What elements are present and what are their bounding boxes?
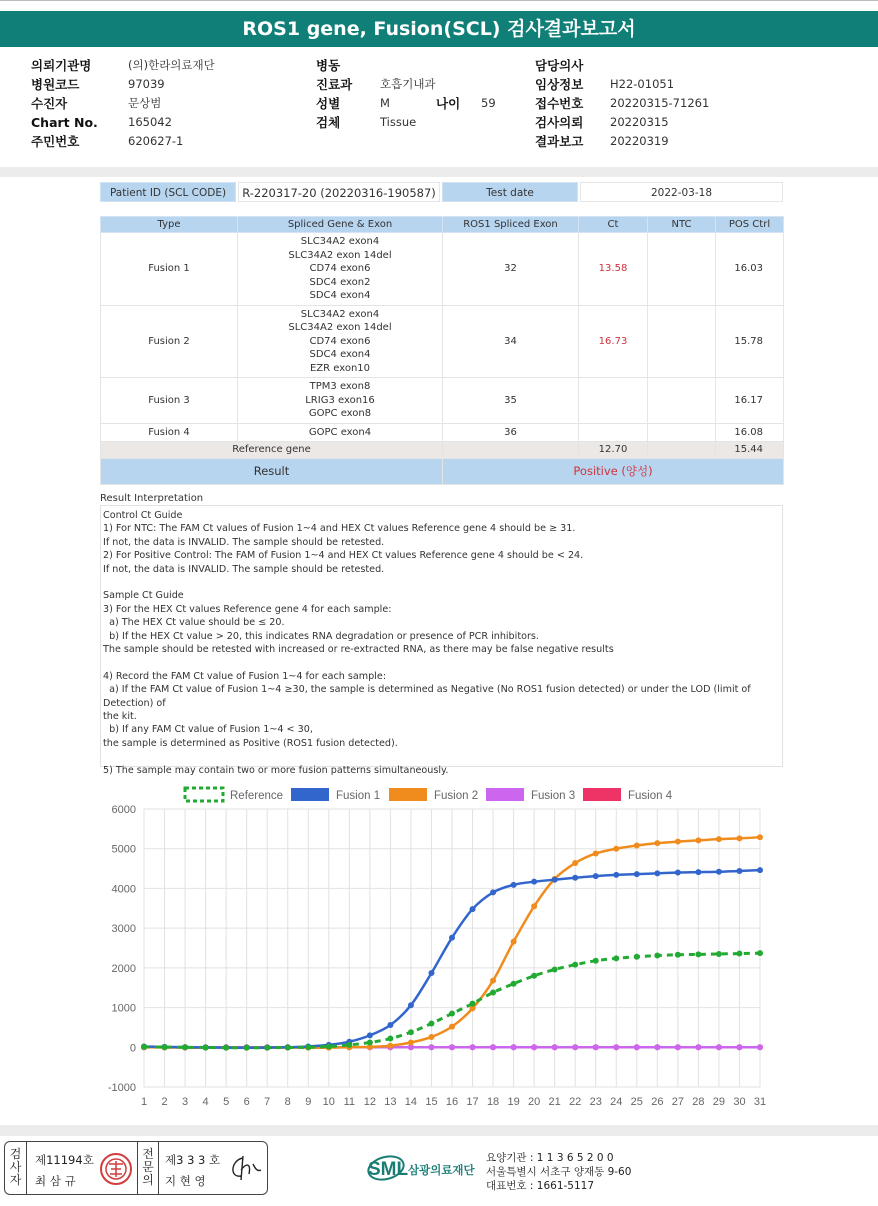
data-point [511, 939, 517, 945]
header-label: 임상정보 [535, 77, 584, 92]
ros1-exon: 35 [443, 378, 579, 424]
org-code-line: 요양기관 : 1 1 3 6 5 2 0 0 [486, 1152, 614, 1164]
patient-id-label: Patient ID (SCL CODE) [100, 182, 236, 202]
data-point [736, 835, 742, 841]
x-tick-label: 19 [507, 1096, 520, 1108]
ros1-exon: 32 [443, 233, 579, 306]
data-point [613, 955, 619, 961]
gene-exon: SLC34A2 exon 14del [288, 249, 392, 261]
interpretation-line: If not, the data is INVALID. The sample should be retested. [103, 563, 385, 575]
header-value: 20220315-71261 [610, 96, 710, 110]
x-tick-label: 2 [161, 1096, 168, 1108]
data-point [428, 970, 434, 976]
data-point [470, 906, 476, 912]
data-point [654, 953, 660, 959]
data-point [408, 1040, 414, 1046]
header-value: (의)한라의료재단 [128, 58, 215, 72]
header-label: 의뢰기관명 [31, 58, 92, 73]
header-value: H22-01051 [610, 77, 675, 91]
data-point [634, 954, 640, 960]
interpretation-box [100, 505, 783, 776]
header-label: 검사의뢰 [535, 115, 584, 130]
header-label: Chart No. [31, 115, 98, 130]
data-point [695, 837, 701, 843]
ct-value [579, 423, 648, 442]
data-point [531, 903, 537, 909]
header-label: 주민번호 [31, 134, 80, 149]
x-tick-label: 5 [223, 1096, 230, 1108]
data-point [675, 1044, 681, 1050]
legend-swatch [389, 788, 427, 801]
data-point [593, 958, 599, 964]
data-point [490, 989, 496, 995]
interpretation-line: b) If the HEX Ct value > 20, this indicates RNA degradation or presence of PCR inhibitors. [103, 630, 539, 642]
data-point [141, 1044, 147, 1050]
header-value: 620627-1 [128, 134, 184, 148]
test-date-label: Test date [442, 182, 578, 202]
legend-swatch [583, 788, 621, 801]
data-point [428, 1020, 434, 1026]
x-tick-label: 6 [243, 1096, 250, 1108]
data-point [490, 889, 496, 895]
ntc-value [648, 378, 716, 424]
x-tick-label: 15 [425, 1096, 438, 1108]
tester-vertical-label [5, 1142, 27, 1194]
data-point [593, 850, 599, 856]
test-date-value: 2022-03-18 [580, 182, 783, 202]
data-point [244, 1045, 250, 1051]
gene-exon: LRIG3 exon16 [305, 394, 375, 406]
x-tick-label: 1 [140, 1096, 148, 1108]
data-point [203, 1044, 209, 1050]
column-header: POS Ctrl [716, 217, 784, 233]
legend-label: Reference [230, 790, 284, 802]
ct-value: 16.73 [579, 305, 648, 378]
data-point [675, 870, 681, 876]
data-point [572, 962, 578, 968]
ros1-exon: 34 [443, 305, 579, 378]
data-point [757, 1044, 763, 1050]
x-tick-label: 14 [404, 1096, 418, 1108]
data-point [223, 1045, 229, 1051]
data-point [470, 1001, 476, 1007]
legend-swatch [185, 788, 223, 801]
interpretation-line: b) If any FAM Ct value of Fusion 1~4 < 30, [103, 724, 313, 736]
x-tick-label: 11 [343, 1096, 356, 1108]
spliced-genes [238, 423, 443, 442]
data-point [654, 1044, 660, 1050]
data-point [695, 869, 701, 875]
specialist-vlabel-char: 문 [142, 1160, 154, 1174]
data-point [613, 1044, 619, 1050]
data-point [716, 1044, 722, 1050]
signature-box [4, 1141, 268, 1195]
y-tick-label: 3000 [111, 923, 136, 936]
data-point [531, 1044, 537, 1050]
data-point [511, 882, 517, 888]
x-tick-label: 25 [630, 1096, 643, 1108]
data-point [675, 952, 681, 958]
org-phone-line: 대표번호 : 1661-5117 [486, 1180, 595, 1192]
y-tick-label: 6000 [111, 804, 136, 816]
legend-label: Fusion 4 [628, 790, 673, 802]
x-tick-label: 31 [753, 1096, 767, 1108]
data-point [470, 1044, 476, 1050]
column-header: Type [101, 217, 238, 233]
gene-exon: GOPC exon4 [308, 426, 372, 438]
specialist-vlabel-char: 전 [142, 1147, 154, 1161]
x-tick-label: 8 [284, 1096, 291, 1108]
data-point [511, 1044, 517, 1050]
data-point [654, 840, 660, 846]
x-tick-label: 28 [692, 1096, 705, 1108]
data-point [572, 1044, 578, 1050]
data-point [428, 1044, 434, 1050]
gene-exon: CD74 exon6 [309, 263, 371, 274]
header-label: 수진자 [31, 96, 68, 111]
data-point [387, 1043, 393, 1049]
ros1-exon: 36 [443, 423, 579, 442]
data-point [449, 1011, 455, 1017]
data-point [757, 834, 763, 840]
data-point [367, 1032, 373, 1038]
interpretation-line: 1) For NTC: The FAM Ct values of Fusion 1~4 and HEX Ct values Reference gene 4 should be ≥ 31. [103, 523, 576, 535]
data-point [408, 1002, 414, 1008]
data-point [634, 871, 640, 877]
data-point [634, 1044, 640, 1050]
data-point [511, 981, 517, 987]
fusion-type: Fusion 4 [101, 423, 238, 442]
x-tick-label: 3 [182, 1096, 189, 1108]
interpretation-line: Sample Ct Guide [103, 590, 184, 602]
sex-label: 성별 [316, 96, 341, 111]
data-point [285, 1044, 291, 1050]
data-point [613, 846, 619, 852]
amplification-chart [100, 783, 770, 1113]
tester-vlabel-char: 사 [9, 1160, 22, 1174]
ntc-value [648, 423, 716, 442]
age-value: 59 [481, 96, 496, 110]
result-row [101, 459, 784, 485]
interpretation-line: the sample is determined as Positive (ROS1 fusion detected). [103, 737, 398, 749]
x-tick-label: 12 [363, 1096, 376, 1108]
interpretation-line: a) The HEX Ct value should be ≤ 20. [103, 617, 285, 629]
data-point [695, 951, 701, 957]
data-point [182, 1044, 188, 1050]
tester-vlabel-char: 자 [9, 1173, 22, 1187]
gene-exon: SLC34A2 exon 14del [288, 322, 392, 333]
sml-logo-icon [366, 1150, 486, 1190]
legend-swatch [486, 788, 524, 801]
header-value: 20220319 [610, 134, 669, 148]
header-value: 20220315 [610, 115, 669, 129]
interpretation-line: the kit. [103, 711, 137, 723]
specialist-vlabel-char: 의 [142, 1173, 154, 1187]
ct-value: 13.58 [579, 233, 648, 306]
tester-seal-icon [99, 1152, 133, 1186]
data-point [736, 1044, 742, 1050]
interpretation-line [103, 750, 780, 763]
data-point [387, 1022, 393, 1028]
legend-swatch [291, 788, 329, 801]
data-point [346, 1042, 352, 1048]
spliced-genes [238, 305, 443, 378]
specimen-value: Tissue [380, 115, 417, 129]
fusion-type: Fusion 2 [101, 305, 238, 378]
interpretation-line: 3) For the HEX Ct values Reference gene 4 for each sample: [103, 603, 392, 615]
ntc-value [648, 233, 716, 306]
data-point [593, 1044, 599, 1050]
data-point [264, 1045, 270, 1051]
specialist-name: 지 현 영 [165, 1174, 206, 1188]
interpretation-line: Control Ct Guide [103, 510, 183, 521]
data-point [593, 873, 599, 879]
column-header: NTC [648, 217, 716, 233]
x-tick-label: 18 [486, 1096, 500, 1108]
x-tick-label: 10 [322, 1096, 335, 1108]
header-value: 97039 [128, 77, 165, 91]
x-tick-label: 17 [466, 1096, 479, 1108]
pos-ctrl-value: 16.17 [716, 378, 784, 424]
pos-ctrl-value: 16.08 [716, 423, 784, 442]
data-point [675, 839, 681, 845]
data-point [490, 1044, 496, 1050]
ward-label: 병동 [316, 58, 341, 73]
x-tick-label: 9 [305, 1096, 312, 1108]
table-row [101, 233, 784, 306]
interpretation-title: Result Interpretation [100, 493, 204, 504]
x-tick-label: 24 [610, 1096, 623, 1108]
org-address-line: 서울특별시 서초구 양재동 9-60 [486, 1166, 632, 1178]
data-point [716, 836, 722, 842]
specimen-label: 검체 [316, 115, 341, 130]
data-point [716, 869, 722, 875]
gene-exon: SDC4 exon4 [309, 290, 371, 301]
x-tick-label: 29 [712, 1096, 726, 1108]
data-point [572, 860, 578, 866]
x-tick-label: 27 [671, 1096, 684, 1108]
interpretation-line [103, 656, 780, 669]
x-tick-label: 22 [569, 1096, 582, 1108]
reference-ct: 12.70 [579, 442, 648, 459]
x-tick-label: 20 [528, 1096, 541, 1108]
column-header: ROS1 Spliced Exon [443, 217, 579, 233]
table-header-row [101, 217, 784, 233]
footer-band [0, 1125, 878, 1136]
data-point [449, 935, 455, 941]
header-value: 문상범 [128, 96, 162, 110]
org-logo [366, 1150, 486, 1194]
y-tick-label: 2000 [111, 962, 136, 975]
data-point [757, 867, 763, 873]
data-point [449, 1024, 455, 1030]
ct-value [579, 378, 648, 424]
interpretation-line: 2) For Positive Control: The FAM of Fusion 1~4 and HEX Ct values Reference gene 4 should be < 24. [103, 550, 584, 562]
gene-exon: TPM3 exon8 [309, 381, 371, 392]
data-point [531, 973, 537, 979]
spliced-genes [238, 378, 443, 424]
data-point [552, 1044, 558, 1050]
interpretation-line: 5) The sample may contain two or more fusion patterns simultaneously. [103, 764, 449, 776]
data-point [326, 1043, 332, 1049]
logo-text: SML [368, 1159, 409, 1180]
specialist-license: 제3 3 3 호 [165, 1153, 221, 1167]
table-row [101, 378, 784, 424]
data-point [736, 951, 742, 957]
data-point [552, 877, 558, 883]
data-point [531, 879, 537, 885]
tester-vlabel-char: 검 [9, 1147, 22, 1161]
data-point [428, 1034, 434, 1040]
x-tick-label: 16 [445, 1096, 459, 1108]
legend-label: Fusion 2 [434, 790, 479, 802]
interpretation-line [103, 576, 780, 589]
data-point [387, 1036, 393, 1042]
x-tick-label: 26 [651, 1096, 664, 1108]
reference-label: Reference gene [101, 442, 443, 459]
data-point [162, 1044, 168, 1050]
tester-name: 최 삼 규 [35, 1174, 76, 1188]
header-label: 병원코드 [31, 77, 80, 92]
interpretation-line: a) If the FAM Ct value of Fusion 1~4 ≥30, the sample is determined as Negative (No ROS1 fusion detected) or under the LOD (limit of Detection) of [103, 684, 754, 709]
header-label: 접수번호 [535, 96, 584, 111]
header-label: 결과보고 [535, 134, 584, 149]
dept-label: 진료과 [316, 77, 353, 92]
data-point [490, 978, 496, 984]
data-point [572, 875, 578, 881]
reference-pos: 15.44 [716, 442, 784, 459]
patient-id-row [100, 182, 783, 202]
data-point [449, 1044, 455, 1050]
gene-exon: EZR exon10 [309, 362, 371, 374]
data-point [716, 951, 722, 957]
specialist-vertical-label [137, 1142, 159, 1194]
legend-label: Fusion 3 [531, 790, 576, 802]
column-header: Ct [579, 217, 648, 233]
x-tick-label: 30 [733, 1096, 746, 1108]
reference-ntc [648, 442, 716, 459]
gene-exon: SDC4 exon2 [309, 276, 371, 288]
y-tick-label: -1000 [107, 1082, 136, 1094]
fusion-type: Fusion 3 [101, 378, 238, 424]
interpretation-line: If not, the data is INVALID. The sample should be retested. [103, 536, 385, 548]
tester-license: 제11194호 [35, 1153, 94, 1167]
data-point [654, 870, 660, 876]
gene-exon: GOPC exon8 [308, 408, 372, 419]
data-point [757, 950, 763, 956]
patient-id-value: R-220317-20 (20220316-190587) [238, 182, 440, 202]
interpretation-line: The sample should be retested with increased or re-extracted RNA, as there may be false negative results [103, 644, 614, 656]
sex-value: M [380, 96, 390, 110]
top-rule [0, 0, 878, 6]
x-tick-label: 7 [264, 1096, 271, 1108]
data-point [408, 1029, 414, 1035]
gene-exon: CD74 exon6 [309, 335, 371, 347]
x-tick-label: 21 [548, 1096, 561, 1108]
separator-band [0, 167, 878, 177]
reference-row [101, 442, 784, 459]
data-point [552, 966, 558, 972]
pos-ctrl-value: 16.03 [716, 233, 784, 306]
data-point [613, 872, 619, 878]
y-tick-label: 5000 [111, 843, 136, 856]
y-tick-label: 4000 [111, 883, 136, 896]
gene-exon: SLC34A2 exon4 [300, 308, 380, 320]
data-point [634, 843, 640, 849]
data-point [305, 1044, 311, 1050]
pos-ctrl-value: 15.78 [716, 305, 784, 378]
signature-icon [225, 1150, 265, 1186]
org-name: 삼광의료재단 [408, 1163, 475, 1177]
x-tick-label: 13 [384, 1096, 397, 1108]
y-tick-label: 1000 [111, 1002, 136, 1015]
data-point [367, 1040, 373, 1046]
header-value: 165042 [128, 115, 172, 129]
results-table [100, 216, 784, 485]
x-tick-label: 23 [589, 1096, 602, 1108]
age-label: 나이 [436, 96, 461, 111]
result-label: Result [101, 459, 443, 485]
gene-exon: SDC4 exon4 [309, 349, 371, 360]
spliced-genes [238, 233, 443, 306]
interpretation-line: 4) Record the FAM Ct value of Fusion 1~4 for each sample: [103, 670, 387, 682]
org-info [486, 1151, 631, 1193]
header-label: 담당의사 [535, 58, 584, 73]
table-row [101, 423, 784, 442]
dept-value: 호흡기내과 [380, 77, 436, 91]
legend-label: Fusion 1 [336, 790, 381, 802]
x-tick-label: 4 [202, 1096, 209, 1108]
result-value: Positive (양성) [443, 459, 784, 485]
reference-exon [443, 442, 579, 459]
gene-exon: SLC34A2 exon4 [300, 236, 380, 247]
table-row [101, 305, 784, 378]
report-title: ROS1 gene, Fusion(SCL) 검사결과보고서 [0, 11, 878, 47]
y-tick-label: 0 [129, 1042, 136, 1055]
data-point [695, 1044, 701, 1050]
data-point [736, 868, 742, 874]
ntc-value [648, 305, 716, 378]
fusion-type: Fusion 1 [101, 233, 238, 306]
column-header: Spliced Gene & Exon [238, 217, 443, 233]
